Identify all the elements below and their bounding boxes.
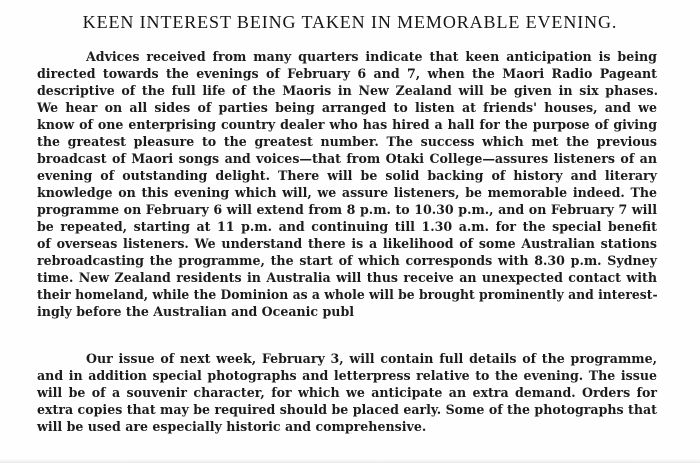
paragraph-line: descriptive of the full life of the Maoris in New Zealand will be given in six phases. (37, 83, 658, 98)
paragraph-line: be repeated, starting at 11 p.m. and continuing till 1.30 a.m. for the special benefit (37, 219, 657, 234)
paragraph-line: of overseas listeners. We understand there is a likelihood of some Australian stations (37, 236, 657, 251)
paragraph-line: Advices received from many quarters indicate that keen anticipation is being (86, 49, 657, 64)
paragraph-line: extra copies that may be required should be placed early. Some of the photographs that (37, 402, 657, 417)
paragraph-line: rebroadcasting the programme, the start of which corresponds with 8.30 p.m. Sydney (37, 253, 657, 268)
paragraph-line: the greatest pleasure to the greatest number. The success which met the previous (37, 134, 657, 149)
paragraph-line: will be of a souvenir character, for which we anticipate an extra demand. Orders for (37, 385, 657, 400)
page-bottom-edge (0, 459, 700, 463)
paragraph-line: and in addition special photographs and letterpress relative to the evening. The issue (37, 368, 657, 383)
paragraph-line: ingly before the Australian and Oceanic publ (37, 304, 355, 319)
paragraph-line: know of one enterprising country dealer who has hired a hall for the purpose of giving (37, 117, 657, 132)
headline: KEEN INTEREST BEING TAKEN IN MEMORABLE EVENING. (82, 12, 618, 32)
paragraph-line: broadcast of Maori songs and voices—that from Otaki College—assures listeners of an (37, 151, 657, 166)
paragraph-line: their homeland, while the Dominion as a whole will be brought prominently and interest- (37, 287, 658, 302)
paragraph-line: programme on February 6 will extend from 8 p.m. to 10.30 p.m., and on February 7 will (37, 202, 657, 217)
paragraph-line: evening of outstanding delight. There will be solid backing of history and literary (37, 168, 657, 183)
paragraph-line: directed towards the evenings of February 6 and 7, when the Maori Radio Pageant (37, 66, 657, 81)
paragraph-line: Our issue of next week, February 3, will contain full details of the programme, (86, 351, 657, 366)
paragraph-line: We hear on all sides of parties being arranged to listen at friends' houses, and we (37, 100, 657, 115)
paragraph-line: knowledge on this evening which will, we assure listeners, be memorable indeed. The (37, 185, 657, 200)
paragraph-line: will be used are especially historic and comprehensive. (37, 419, 427, 434)
paragraph-line: time. New Zealand residents in Australia will thus receive an unexpected contact with (37, 270, 657, 285)
